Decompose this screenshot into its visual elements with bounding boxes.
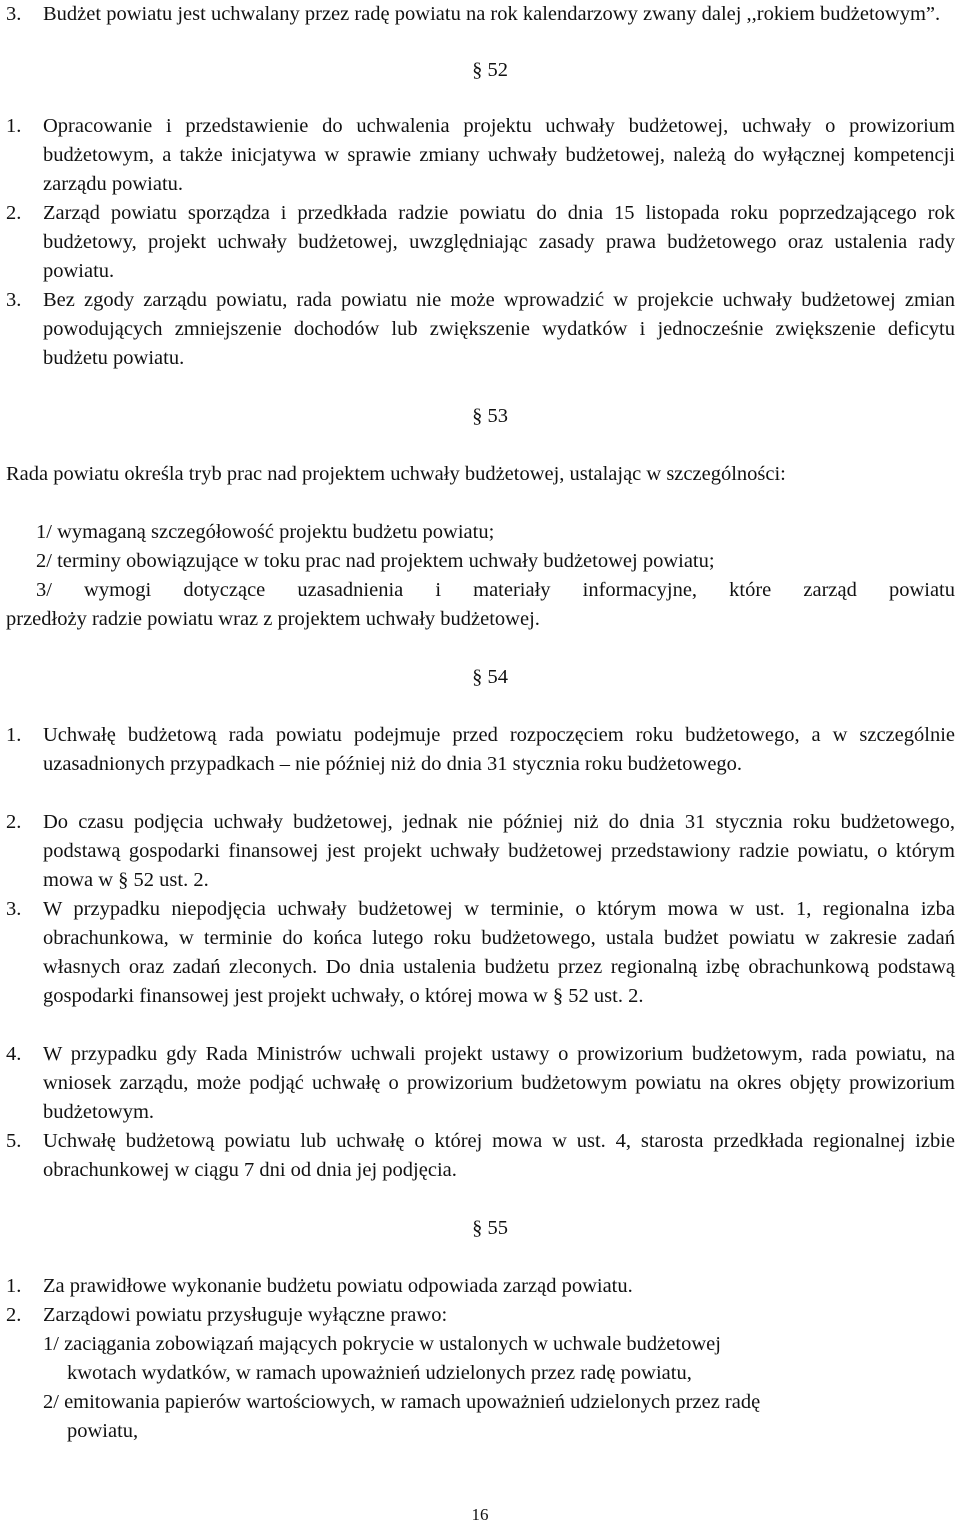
- s55-subpoint-1: [43, 1330, 955, 1388]
- subpoint-text: 2/ emitowania papierów wartościowych, w ramach upoważnień udzielonych przez radę: [43, 1391, 761, 1413]
- s53-intro: Rada powiatu określa tryb prac nad projektem uchwały budżetowej, ustalając w szczególności:: [6, 463, 786, 485]
- s55-item-1: [0, 1272, 955, 1301]
- item-text: Za prawidłowe wykonanie budżetu powiatu odpowiada zarząd powiatu.: [43, 1275, 633, 1297]
- s52-item-1: [0, 112, 955, 199]
- item-number: 3.: [6, 3, 22, 25]
- item-text: W przypadku gdy Rada Ministrów uchwali projekt ustawy o prowizorium budżetowym, rada powiatu, na wniosek zarządu, może podjąć uchwałę o prowizorium budżetowym powiatu na okres objęty prowizorium budżetowym.: [43, 1043, 955, 1123]
- item-number: 5.: [6, 1130, 22, 1152]
- point-text: 3/ wymogi dotyczące uzasadnienia i materiały informacyjne, które zarząd powiatu: [36, 579, 955, 601]
- item-text: Bez zgody zarządu powiatu, rada powiatu nie może wprowadzić w projekcie uchwały budżetowej zmian powodujących zmniejszenie dochodów lub zwiększenie wydatków i jednocześnie zwiększenie deficytu budżetu powiatu.: [43, 289, 955, 369]
- item-text: Do czasu podjęcia uchwały budżetowej, jednak nie później niż do dnia 31 stycznia roku budżetowego, podstawą gospodarki finansowej jest projekt uchwały budżetowej przedstawiony radzie powiatu, o którym mowa w § 52 ust. 2.: [43, 811, 955, 891]
- item-number: 1.: [6, 115, 22, 137]
- section-heading-52: § 52: [472, 59, 508, 81]
- s52-item-2: [0, 199, 955, 286]
- s52-item-3: [0, 286, 955, 373]
- s53-point-2: [6, 547, 955, 576]
- s54-item-2: [0, 808, 955, 895]
- item-number: 1.: [6, 724, 22, 746]
- s55-item-2: [0, 1301, 955, 1330]
- item-number: 2.: [6, 1304, 22, 1326]
- s54-item-4: [0, 1040, 955, 1127]
- section-heading-55: § 55: [472, 1217, 508, 1239]
- item-text: Opracowanie i przedstawienie do uchwalenia projektu uchwały budżetowej, uchwały o prowizorium budżetowym, a także inicjatywa w sprawie zmiany uchwały budżetowej, należą do wyłącznej kompetencji zarządu powiatu.: [43, 115, 955, 195]
- subpoint-text: 1/ zaciągania zobowiązań mających pokrycie w ustalonych w uchwale budżetowej: [43, 1333, 721, 1355]
- item-number: 3.: [6, 289, 22, 311]
- item-text: Zarząd powiatu sporządza i przedkłada radzie powiatu do dnia 15 listopada roku poprzedzającego rok budżetowy, projekt uchwały budżetowej, uwzględniając zasady prawa budżetowego oraz ustalenia rady powiatu.: [43, 202, 955, 282]
- s54-item-5: [0, 1127, 955, 1185]
- item-number: 2.: [6, 811, 22, 833]
- item-text: Zarządowi powiatu przysługuje wyłączne prawo:: [43, 1304, 448, 1326]
- item-text: Budżet powiatu jest uchwalany przez radę powiatu na rok kalendarzowy zwany dalej ,,rokiem budżetowym”.: [43, 3, 941, 25]
- section-heading-53: § 53: [472, 405, 508, 427]
- item-number: 3.: [6, 898, 22, 920]
- item-number: 4.: [6, 1043, 22, 1065]
- s54-item-1: [0, 721, 955, 779]
- s54-item-3: [0, 895, 955, 1011]
- s51-item-3: [0, 0, 955, 29]
- s55-subpoint-2: [43, 1388, 955, 1446]
- item-text: Uchwałę budżetową rada powiatu podejmuje przed rozpoczęciem roku budżetowego, a w szczególnie uzasadnionych przypadkach – nie później niż do dnia 31 stycznia roku budżetowego.: [43, 724, 955, 775]
- s53-point-1: [6, 518, 955, 547]
- section-heading-54: § 54: [472, 666, 508, 688]
- subpoint-text-continued: kwotach wydatków, w ramach upoważnień udzielonych przez radę powiatu,: [67, 1362, 692, 1384]
- subpoint-text-continued: powiatu,: [67, 1420, 139, 1442]
- item-number: 2.: [6, 202, 22, 224]
- item-number: 1.: [6, 1275, 22, 1297]
- item-text: W przypadku niepodjęcia uchwały budżetowej w terminie, o którym mowa w ust. 1, regionalna izba obrachunkowa, w terminie do końca lutego roku budżetowego, ustala budżet powiatu w zakresie zadań własnych oraz zadań zleconych. Do dnia ustalenia budżetu przez regionalną izbę obrachunkową podstawą gospodarki finansowej jest projekt uchwały, o której mowa w § 52 ust. 2.: [43, 898, 955, 1007]
- s53-point-3: [6, 576, 955, 634]
- page-number: 16: [471, 1505, 489, 1524]
- item-text: Uchwałę budżetową powiatu lub uchwałę o której mowa w ust. 4, starosta przedkłada regionalnej izbie obrachunkowej w ciągu 7 dni od dnia jej podjęcia.: [43, 1130, 955, 1181]
- point-text: 1/ wymaganą szczegółowość projektu budżetu powiatu;: [36, 521, 495, 543]
- point-text-continued: przedłoży radzie powiatu wraz z projektem uchwały budżetowej.: [6, 608, 540, 630]
- point-text: 2/ terminy obowiązujące w toku prac nad projektem uchwały budżetowej powiatu;: [36, 550, 715, 572]
